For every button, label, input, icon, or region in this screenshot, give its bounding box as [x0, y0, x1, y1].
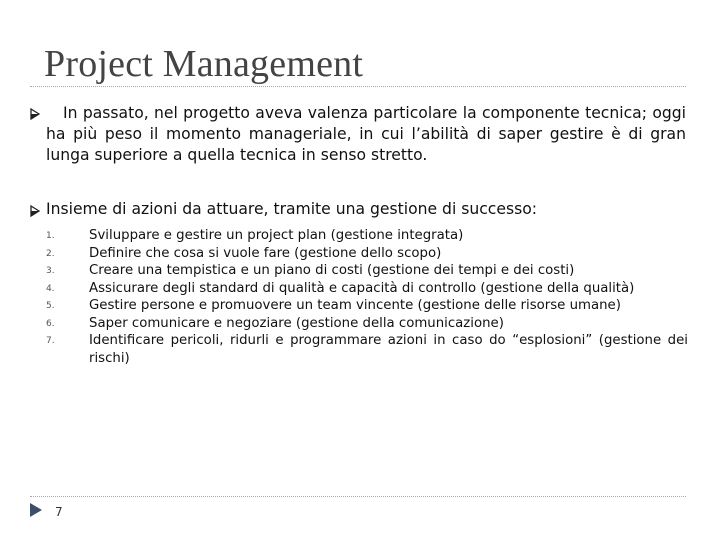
list-item-text: Creare una tempistica e un piano di costi (gestione dei tempi e dei costi): [89, 263, 575, 278]
list-item: [46, 245, 688, 263]
page-marker-icon: [30, 503, 42, 517]
arrow-bullet-icon: [30, 205, 40, 217]
list-item-text: Saper comunicare e negoziare (gestione della comunicazione): [89, 315, 504, 331]
arrow-bullet-icon: [30, 108, 40, 120]
list-number: 2.: [46, 248, 55, 259]
list-item: [46, 262, 688, 280]
actions-list: [46, 227, 688, 367]
actions-heading: Insieme di azioni da attuare, tramite una gestione di successo:: [46, 200, 538, 218]
list-item-text: Sviluppare e gestire un project plan (gestione integrata): [89, 228, 464, 243]
list-item: [46, 297, 688, 315]
title-divider: [30, 86, 686, 87]
list-number: 6.: [46, 318, 55, 329]
list-number: 7.: [46, 336, 55, 346]
intro-paragraph: In passato, nel progetto aveva valenza particolare la componente tecnica; oggi ha più peso il momento manageriale, in cui l’abilità di saper gestire è di gran lunga superiore a quella tecnica in senso stretto.: [46, 104, 686, 164]
slide-title: Project Management: [44, 43, 364, 85]
list-number: 1.: [46, 231, 55, 241]
list-item-text: Assicurare degli standard di qualità e capacità di controllo (gestione della qualità): [89, 280, 635, 296]
list-number: 4.: [46, 283, 55, 294]
page-number: 7: [55, 505, 63, 519]
footer-divider: [30, 496, 686, 497]
list-item-text: Definire che cosa si vuole fare (gestione dello scopo): [89, 245, 442, 261]
list-item-text: Identificare pericoli, ridurli e programmare azioni in caso do “esplosioni” (gestione dei rischi): [89, 333, 688, 366]
list-number: 3.: [46, 266, 55, 276]
list-item: [46, 315, 688, 333]
list-item: [46, 280, 688, 298]
list-number: 5.: [46, 301, 55, 311]
list-item-text: Gestire persone e promuovere un team vincente (gestione delle risorse umane): [89, 298, 621, 313]
list-item: [46, 332, 688, 367]
list-item: [46, 227, 688, 245]
